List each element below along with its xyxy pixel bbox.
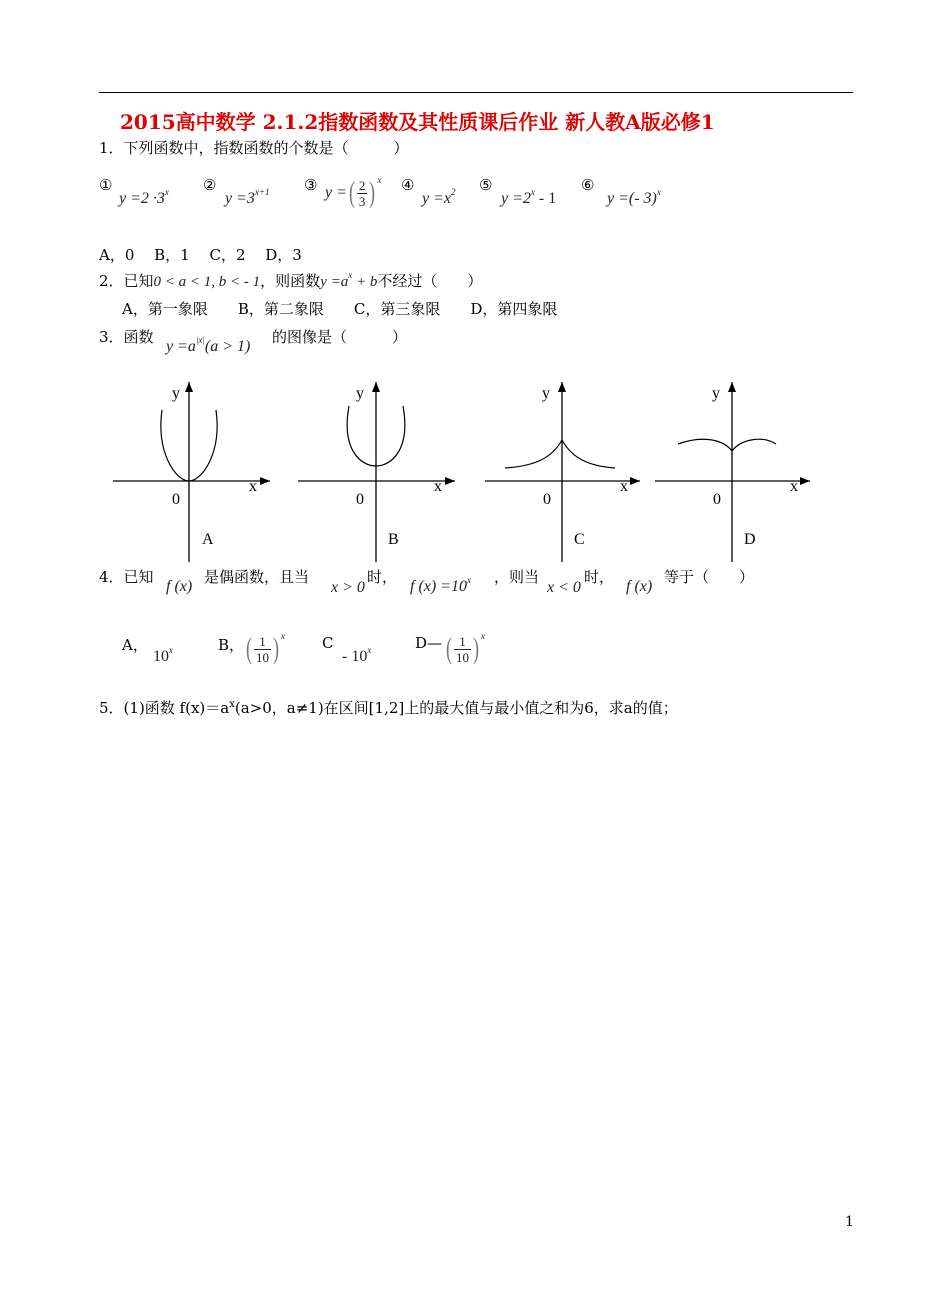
q4-option-b-numerator: 1 <box>254 634 271 650</box>
graph-letter: C <box>574 531 585 548</box>
q1-item-4-lhs: y =x <box>422 190 451 207</box>
q4-option-b-exp: x <box>281 630 285 641</box>
q1-item-3-denominator: 3 <box>358 193 366 209</box>
x-axis-arrow <box>260 477 270 485</box>
y-axis-arrow <box>185 382 193 392</box>
q3-stem-pre: 3．函数 <box>99 328 154 346</box>
q1-item-6-lhs: y =(- 3) <box>607 190 657 207</box>
q4-stem-pre: 4．已知 <box>99 568 154 586</box>
q2-func-exp: x <box>348 270 353 280</box>
q4-option-b: ( $\frac{1}{10}$ ) $^x$ <box>246 630 285 665</box>
graph-b <box>293 378 458 563</box>
q4-option-c-base: - 10 <box>342 648 368 665</box>
q1-item-5-exp: x <box>530 187 535 197</box>
q2-func-base: y =a <box>320 274 349 290</box>
q4-option-c-label: C <box>322 634 334 652</box>
q4-option-d-label: D— <box>415 634 443 652</box>
curve-left <box>678 439 732 451</box>
q4-option-b-label: B， <box>218 636 245 654</box>
q1-item-6-formula <box>607 187 661 208</box>
q4-option-d-numerator: 1 <box>454 634 471 650</box>
q4-option-c-exp: x <box>367 645 372 655</box>
q4-f2-exp: x <box>467 575 471 585</box>
q4-option-b-denominator: 10 <box>256 649 269 665</box>
q4-s1: 是偶函数，且当 <box>204 568 310 586</box>
q1-options: A，0 B，1 C，2 D，3 <box>99 246 302 264</box>
q4-s4: 时， <box>584 568 615 586</box>
q1-item-5-num: ⑤ <box>479 176 493 194</box>
y-label: y <box>542 385 550 402</box>
graph-letter: A <box>202 531 214 548</box>
q5-stem-rest: (a>0，a≠1)在区间[1,2]上的最大值与最小值之和为6，求a的值； <box>234 699 678 717</box>
q4-f3: f (x) <box>626 578 653 595</box>
q4-option-a-exp: x <box>169 645 173 655</box>
x-label: x <box>620 478 628 495</box>
q1-item-4-formula <box>422 187 456 208</box>
page-title: 2015高中数学 2.1.2指数函数及其性质课后作业 新人教A版必修1 <box>120 110 715 134</box>
y-axis-arrow <box>728 382 736 392</box>
q4-option-a-label: A， <box>122 636 148 654</box>
q5-stem <box>99 697 678 718</box>
x-label: x <box>249 478 257 495</box>
x-axis-arrow <box>445 477 455 485</box>
x-axis-arrow <box>800 477 810 485</box>
q3-func-exp: |x| <box>195 335 205 345</box>
q1-item-1-num: ① <box>99 176 113 194</box>
q1-item-2-exp: x+1 <box>254 187 270 197</box>
q3-function <box>166 335 251 356</box>
y-label: y <box>356 385 364 402</box>
page-number: 1 <box>845 1214 854 1230</box>
q5-exp: x <box>229 699 235 710</box>
origin-label: 0 <box>172 491 180 508</box>
q1-item-1-lhs: y =2 ·3 <box>119 190 165 207</box>
q2-condition: 0 < a < 1, b < - 1 <box>153 274 261 290</box>
q4-s5: 等于（ ） <box>664 568 755 586</box>
x-label: x <box>434 478 442 495</box>
q2-stem-mid: ，则函数 <box>260 272 321 290</box>
graph-d <box>650 378 815 563</box>
q1-item-3-exp: x <box>377 174 382 185</box>
q1-item-2-num: ② <box>203 176 217 194</box>
q4-f2-base: f (x) =10 <box>410 578 467 595</box>
q3-stem-post: 的图像是（ ） <box>272 328 408 346</box>
q4-option-c <box>342 645 372 666</box>
q1-item-5-tail: - 1 <box>534 190 557 207</box>
q1-items <box>99 176 819 216</box>
curve-right <box>562 440 615 468</box>
q4-cond: x > 0 <box>331 579 365 596</box>
q2-stem <box>99 270 482 291</box>
q4-option-a-base: 10 <box>153 648 169 665</box>
curve-right <box>732 439 776 451</box>
q4-s3: ，则当 <box>494 568 540 586</box>
q4-option-d-exp: x <box>481 630 485 641</box>
y-axis-arrow <box>558 382 566 392</box>
q1-stem: 1．下列函数中，指数函数的个数是（ ） <box>99 139 409 157</box>
q4-option-a <box>153 645 173 666</box>
q5-stem-pre: 5．(1)函数 f(x)＝a <box>99 699 230 717</box>
q4-cond2: x < 0 <box>547 579 581 596</box>
q2-func-tail: + b <box>352 274 378 290</box>
q4-f1: f (x) <box>166 578 193 595</box>
y-label: y <box>712 385 720 402</box>
graph-letter: B <box>388 531 399 548</box>
q4-s2: 时， <box>367 568 398 586</box>
graph-c <box>480 378 645 563</box>
q1-item-2-lhs: y =3 <box>225 190 255 207</box>
q1-item-5-formula <box>501 187 557 208</box>
y-label: y <box>172 385 180 402</box>
curve-left <box>505 440 562 468</box>
q1-item-1-exp: x <box>164 187 169 197</box>
q1-item-5-lhs: y =2 <box>501 190 531 207</box>
q3-func-tail: (a > 1) <box>204 338 251 355</box>
q1-item-1-formula <box>119 187 169 208</box>
graph-a <box>108 378 273 563</box>
q1-item-6-exp: x <box>656 187 661 197</box>
q2-stem-post: 不经过（ ） <box>377 272 483 290</box>
y-axis-arrow <box>372 382 380 392</box>
q1-item-3-numerator: 2 <box>358 177 366 193</box>
x-label: x <box>790 478 798 495</box>
q1-item-2-formula <box>225 187 270 208</box>
q1-item-3-num: ③ <box>304 176 318 194</box>
q4-option-d-denominator: 10 <box>456 649 469 665</box>
q2-stem-pre: 2．已知 <box>99 272 154 290</box>
q1-item-6-num: ⑥ <box>581 176 595 194</box>
header-rule <box>99 92 853 93</box>
x-axis-arrow <box>630 477 640 485</box>
q3-func-base: y =a <box>166 338 196 355</box>
q1-item-4-num: ④ <box>401 176 415 194</box>
q4-f2 <box>410 575 471 596</box>
graph-letter: D <box>744 531 756 548</box>
q1-item-4-exp: 2 <box>451 187 456 197</box>
q4-option-d: ( $\frac{1}{10}$ ) $^x$ <box>446 630 485 665</box>
q1-item-3-lhs: y = <box>325 184 347 201</box>
q2-function <box>320 270 378 290</box>
origin-label: 0 <box>713 491 721 508</box>
q1-item-3-formula: y =( $\frac{2}{3}$ ) $^x$ <box>325 174 382 209</box>
origin-label: 0 <box>356 491 364 508</box>
origin-label: 0 <box>543 491 551 508</box>
q2-options: A，第一象限 B，第二象限 C，第三象限 D，第四象限 <box>122 300 558 318</box>
